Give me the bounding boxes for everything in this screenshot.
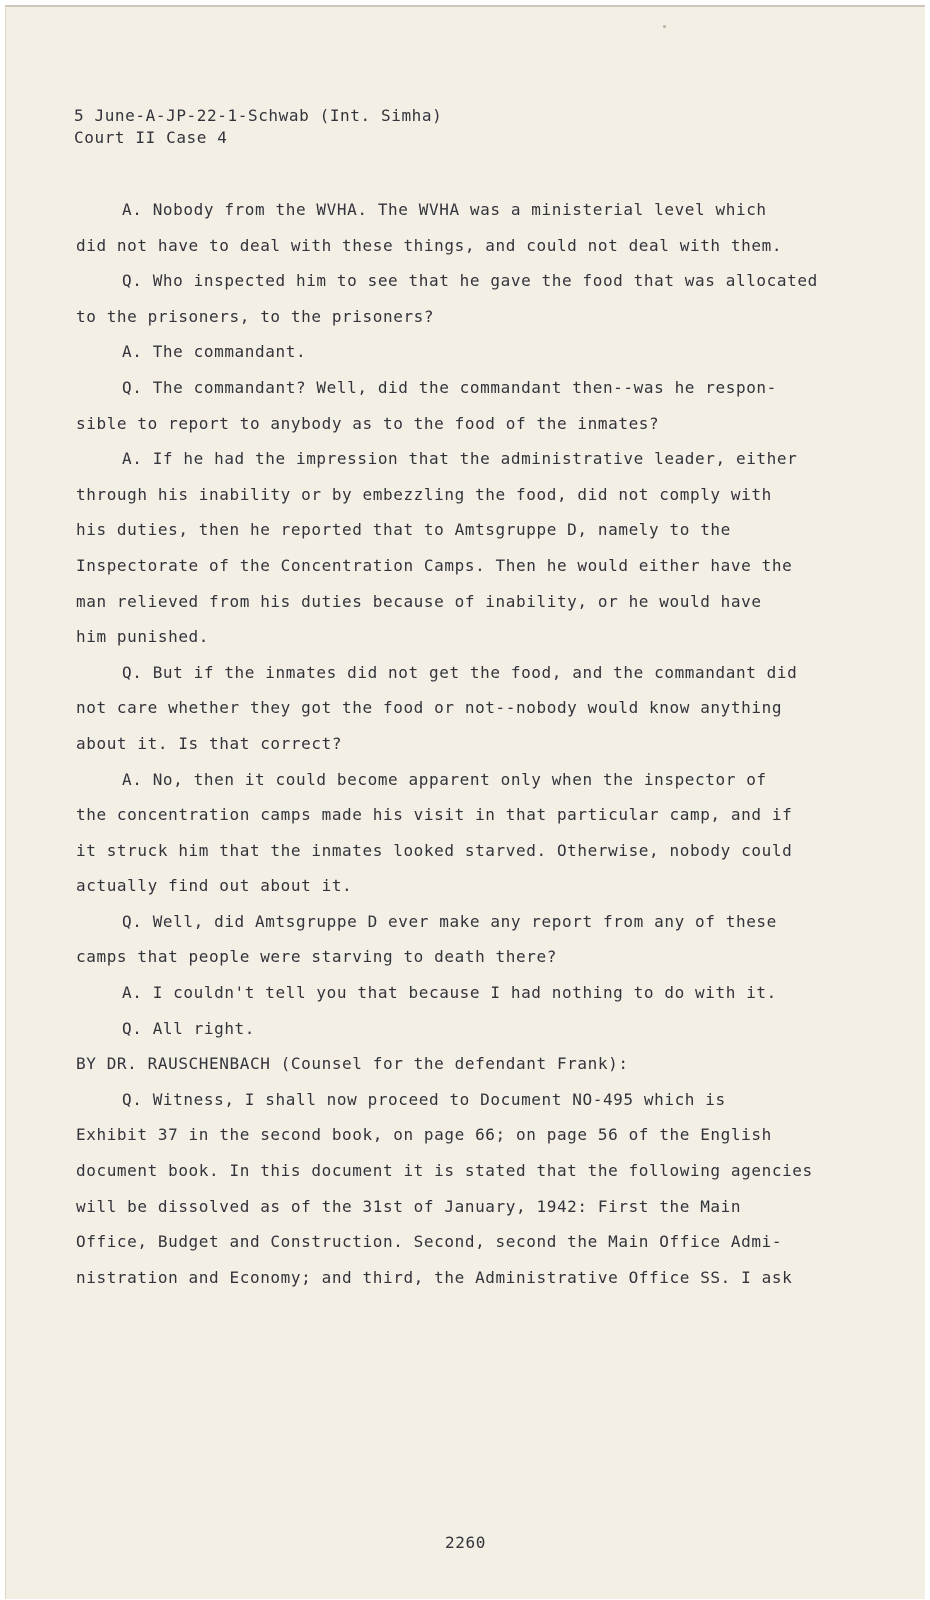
transcript-line: Q. Well, did Amtsgruppe D ever make any report from any of these [122, 911, 777, 931]
transcript-line: will be dissolved as of the 31st of January, 1942: First the Main [76, 1196, 742, 1216]
transcript-line: the concentration camps made his visit in that particular camp, and if [76, 805, 793, 825]
transcript-line: did not have to deal with these things, and could not deal with them. [76, 235, 783, 255]
transcript-line: Exhibit 37 in the second book, on page 66; on page 56 of the English [76, 1125, 772, 1145]
transcript-line: Q. Who inspected him to see that he gave the food that was allocated [122, 271, 818, 291]
transcript-line: his duties, then he reported that to Amtsgruppe D, namely to the [76, 520, 731, 540]
transcript-line: Q. The commandant? Well, did the commandant then--was he respon- [122, 377, 777, 397]
transcript-line: document book. In this document it is stated that the following agencies [76, 1161, 813, 1181]
transcript-line: about it. Is that correct? [76, 733, 343, 753]
header-line-2: Court II Case 4 [74, 128, 228, 147]
transcript-line: A. The commandant. [122, 342, 307, 362]
transcript-line: Q. Witness, I shall now proceed to Document NO-495 which is [122, 1089, 726, 1109]
transcript-line: it struck him that the inmates looked starved. Otherwise, nobody could [76, 840, 793, 860]
transcript-line: Q. But if the inmates did not get the food, and the commandant did [122, 662, 798, 682]
transcript-line: Inspectorate of the Concentration Camps. Then he would either have the [76, 555, 793, 575]
transcript-line: A. Nobody from the WVHA. The WVHA was a ministerial level which [122, 200, 767, 219]
transcript-line: A. I couldn't tell you that because I had nothing to do with it. [122, 983, 777, 1003]
transcript-line: through his inability or by embezzling the food, did not comply with [76, 484, 772, 504]
transcript-line: camps that people were starving to death there? [76, 947, 557, 967]
page-number: 2260 [445, 1533, 486, 1552]
document-header [74, 105, 442, 149]
transcript-line: A. No, then it could become apparent only when the inspector of [122, 769, 767, 789]
transcript-line: him punished. [76, 627, 210, 647]
transcript-line: Q. All right. [122, 1018, 256, 1038]
transcript-line: A. If he had the impression that the administrative leader, either [122, 449, 798, 469]
transcript-line: Office, Budget and Construction. Second, second the Main Office Admi- [76, 1232, 783, 1252]
transcript-line: actually find out about it. [76, 876, 353, 896]
transcript-line: man relieved from his duties because of inability, or he would have [76, 591, 762, 611]
transcript-line: not care whether they got the food or not--nobody would know anything [76, 698, 783, 718]
transcript-line: sible to report to anybody as to the food of the inmates? [76, 413, 660, 433]
transcript-line: BY DR. RAUSCHENBACH (Counsel for the defendant Frank): [76, 1054, 629, 1074]
header-line-1: 5 June-A-JP-22-1-Schwab (Int. Simha) [74, 106, 443, 125]
transcript-body [76, 192, 818, 1295]
transcript-line: nistration and Economy; and third, the Administrative Office SS. I ask [76, 1267, 793, 1287]
document-page [5, 5, 925, 1599]
transcript-line: to the prisoners, to the prisoners? [76, 306, 435, 326]
paper-speck [663, 25, 666, 28]
